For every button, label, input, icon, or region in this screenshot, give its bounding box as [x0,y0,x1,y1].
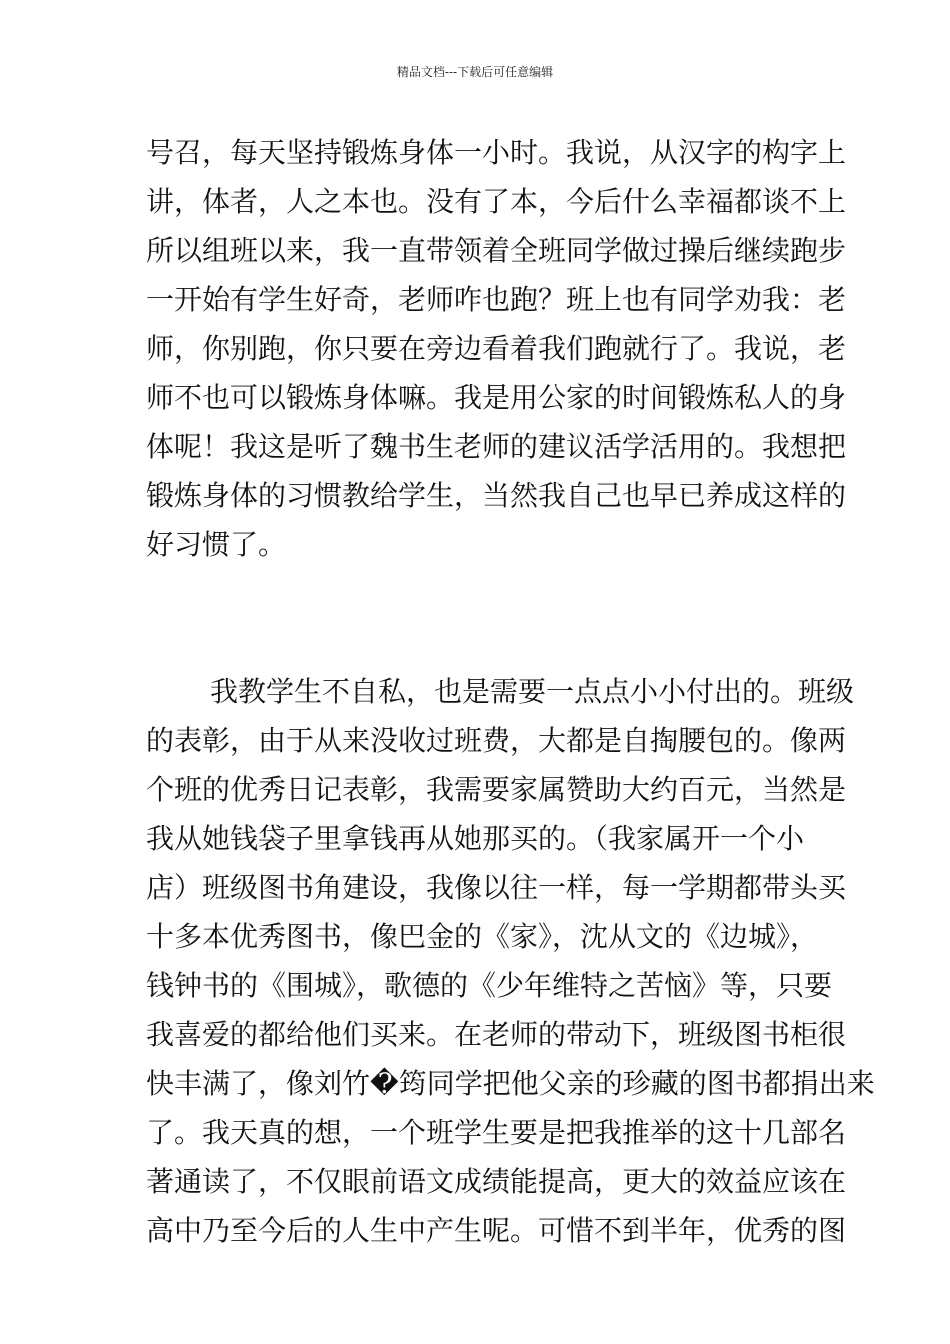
text-line: 个班的优秀日记表彰，我需要家属赞助大约百元，当然是 [146,773,847,806]
text-line: 了。我天真的想，一个班学生要是把我推举的这十几部名 [146,1116,847,1149]
text-line: 师，你别跑，你只要在旁边看着我们跑就行了。我说，老 [146,332,847,365]
text-line: 十多本优秀图书，像巴金的《家》，沈从文的《边城》， [146,920,819,953]
text-line: 快丰满了，像刘竹�筠同学把他父亲的珍藏的图书都捐出来 [146,1067,875,1100]
text-line: 高中乃至今后的人生中产生呢。可惜不到半年，优秀的图 [146,1214,847,1247]
text-line: 号召，每天坚持锻炼身体一小时。我说，从汉字的构字上 [146,136,847,169]
text-line: 师不也可以锻炼身体嘛。我是用公家的时间锻炼私人的身 [146,381,847,414]
text-line: 讲，体者，人之本也。没有了本，今后什么幸福都谈不上 [146,185,847,218]
text-line: 锻炼身体的习惯教给学生，当然我自己也早已养成这样的 [146,479,847,512]
text-line: 我从她钱袋子里拿钱再从她那买的。（我家属开一个小 [146,822,805,855]
document-body [146,128,875,1255]
page-header: 精品文档---下载后可任意编辑 [396,65,554,79]
text-line: 所以组班以来，我一直带领着全班同学做过操后继续跑步 [146,234,847,267]
text-line: 著通读了，不仅眼前语文成绩能提高，更大的效益应该在 [146,1165,847,1198]
text-line: 钱钟书的《围城》，歌德的《少年维特之苦恼》等，只要 [146,969,833,1002]
text-line: 店）班级图书角建设，我像以往一样，每一学期都带头买 [146,871,847,904]
paragraph-2 [146,667,875,1255]
text-line-indented: 我教学生不自私，也是需要一点点小小付出的。班级 [210,675,855,708]
text-line: 我喜爱的都给他们买来。在老师的带动下，班级图书柜很 [146,1018,847,1051]
paragraph-spacer [146,569,814,667]
text-line: 的表彰，由于从来没收过班费，大都是自掏腰包的。像两 [146,724,847,757]
text-line: 好习惯了。 [146,528,287,561]
paragraph-1 [146,128,847,569]
text-line: 体呢！我这是听了魏书生老师的建议活学活用的。我想把 [146,430,847,463]
text-line: 一开始有学生好奇，老师咋也跑？班上也有同学劝我：老 [146,283,847,316]
